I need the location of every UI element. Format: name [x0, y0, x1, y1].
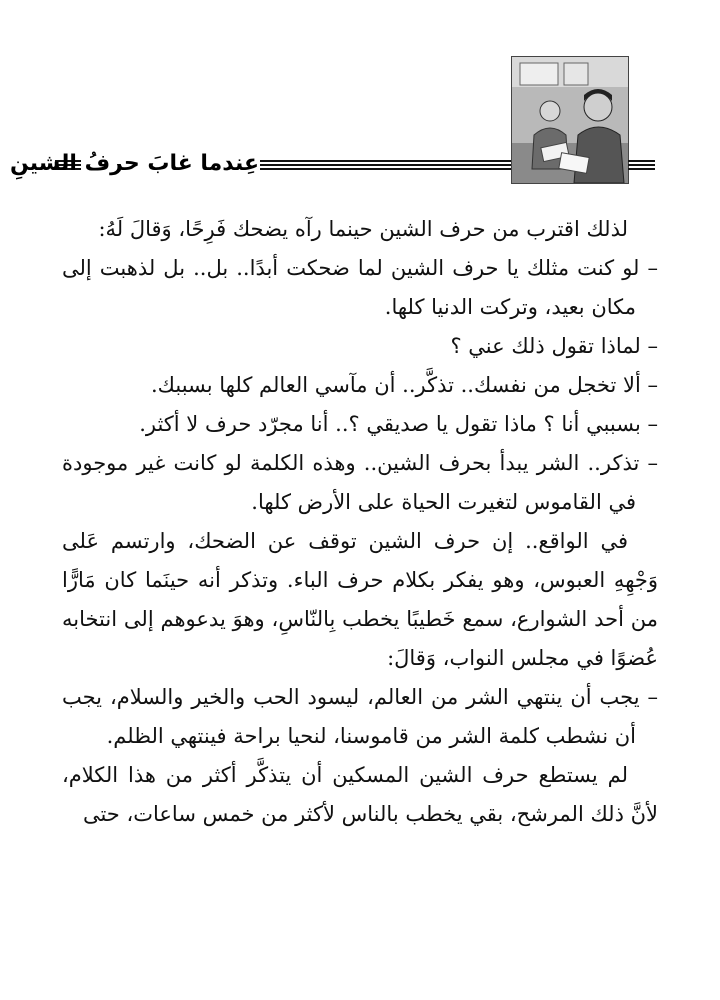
decorative-rule-right [628, 160, 655, 174]
dialogue-line: – يجب أن ينتهي الشر من العالم، ليسود الحب والخير والسلام، يجب أن نشطب كلمة الشر من قاموسنا، لنحيا براحة فينتهي الظلم. [62, 685, 658, 748]
story-body [62, 210, 658, 834]
dialogue-line: – بسببي أنا ؟ ماذا تقول يا صديقي ؟.. أنا مجرّد حرف لا أكثر. [139, 412, 658, 436]
paragraph: في الواقع.. إن حرف الشين توقف عن الضحك، وارتسم عَلى وَجْهِهِ العبوس، وهو يفكر بكلام حرف الباء. وتذكر أنه حينَما كان مَارًّا من أحد الشوارع، سمع خَطيبًا يخطب بِالنّاسِ، وهوَ يدعوهم إلى انتخابه عُضوًا في مجلس النواب، وَقالَ: [62, 529, 658, 670]
paragraph: لم يستطع حرف الشين المسكين أن يتذكَّر أكثر من هذا الكلام، لأنَّ ذلك المرشح، بقي يخطب بالناس لأكثر من خمس ساعات، حتى [62, 763, 658, 826]
illustration-two-men-icon [511, 56, 629, 184]
dialogue-line: – تذكر.. الشر يبدأ بحرف الشين.. وهذه الكلمة لو كانت غير موجودة في القاموس لتغيرت الحياة على الأرض كلها. [62, 451, 658, 514]
chapter-title: عِندما غابَ حرفُ الشينِ [9, 151, 259, 176]
dialogue-line: – لو كنت مثلك يا حرف الشين لما ضحكت أبدًا.. بل.. بل لذهبت إلى مكان بعيد، وتركت الدنيا كلها. [62, 256, 658, 319]
dialogue-line: – ألا تخجل من نفسك.. تذكَّر.. أن مآسي العالم كلها بسببك. [150, 373, 658, 397]
paragraph: لذلك اقترب من حرف الشين حينما رآه يضحك فَرِحًا، وَقالَ لَهُ: [98, 217, 628, 241]
dialogue-line: – لماذا تقول ذلك عني ؟ [450, 334, 658, 358]
chapter-header [9, 56, 655, 186]
